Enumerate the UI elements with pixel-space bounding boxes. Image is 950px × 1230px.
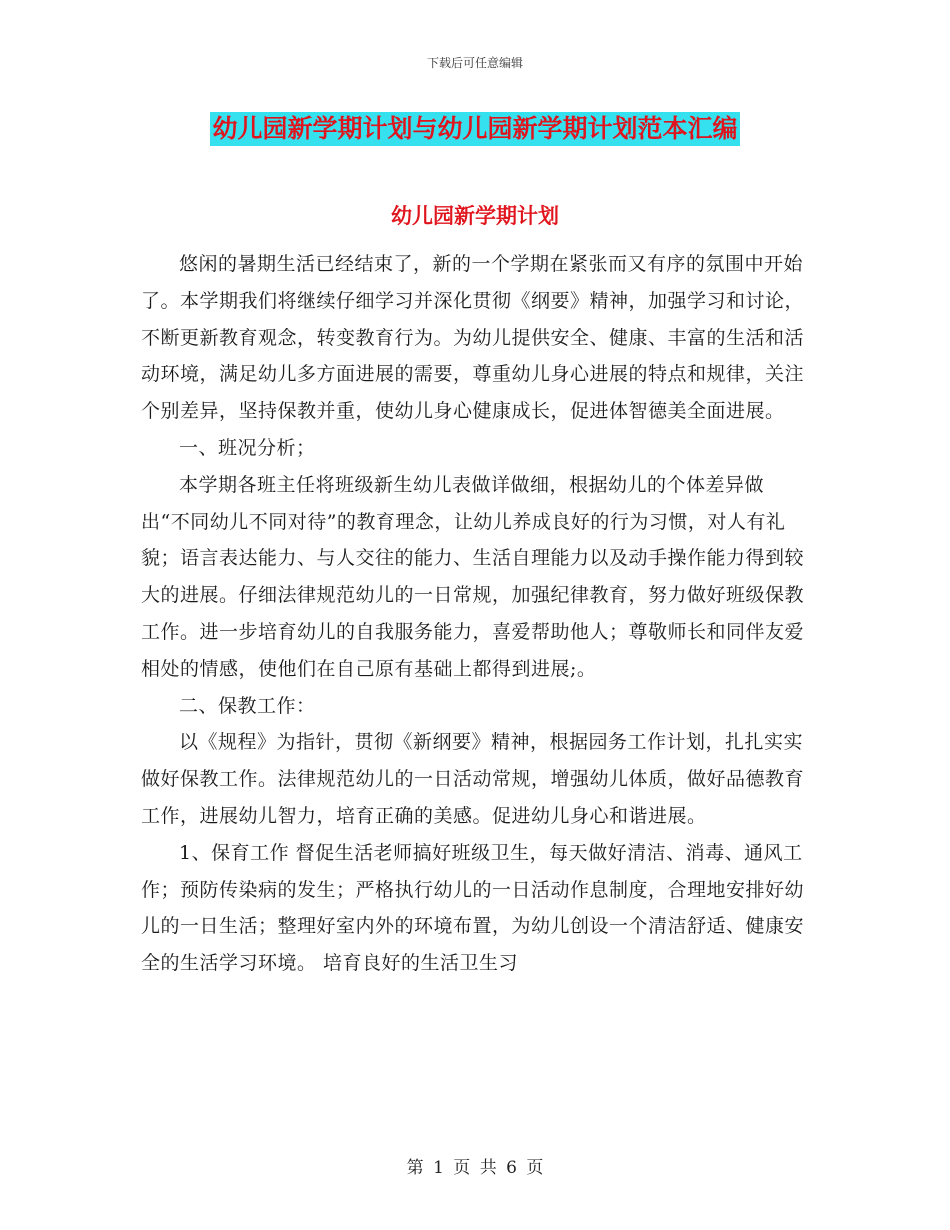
paragraph-class-analysis: 本学期各班主任将班级新生幼儿表做详做细，根据幼儿的个体差异做出“不同幼儿不同对待”的教育理念，让幼儿养成良好的行为习惯，对人有礼貌；语言表达能力、与人交往的能力、生活自理能力以及动手操作能力得到较大的进展。仔细法律规范幼儿的一日常规，加强纪律教育，努力做好班级保教工作。进一步培育幼儿的自我服务能力，喜爱帮助他人；尊敬师长和同伴友爱相处的情感，使他们在自己原有基础上都得到进展;。 bbox=[141, 473, 805, 680]
header-note: 下载后可任意编辑 bbox=[426, 56, 523, 70]
paragraph-nursing-work: 1、保育工作 督促生活老师搞好班级卫生，每天做好清洁、消毒、通风工作；预防传染病的发生；严格执行幼儿的一日活动作息制度，合理地安排好幼儿的一日生活；整理好室内外的环境布置，为幼儿创设一个清洁舒适、健康安全的生活学习环境。 培育良好的生活卫生习 bbox=[141, 841, 805, 975]
paragraph-intro: 悠闲的暑期生活已经结束了，新的一个学期在紧张而又有序的氛围中开始了。本学期我们将继续仔细学习并深化贯彻《纲要》精神，加强学习和讨论，不断更新教育观念，转变教育行为。为幼儿提供安全、健康、丰富的生活和活动环境，满足幼儿多方面进展的需要，尊重幼儿身心进展的特点和规律，关注个别差异，坚持保教并重，使幼儿身心健康成长，促进体智德美全面进展。 bbox=[141, 253, 805, 423]
doc-title-container bbox=[0, 112, 950, 146]
heading-class-analysis: 一、班况分析； bbox=[179, 436, 316, 459]
page-footer: 第 1 页 共 6 页 bbox=[406, 1158, 544, 1178]
paragraph-care-education: 以《规程》为指针，贯彻《新纲要》精神，根据园务工作计划，扎扎实实做好保教工作。法律规范幼儿的一日活动常规，增强幼儿体质，做好品德教育工作，进展幼儿智力，培育正确的美感。促进幼儿身心和谐进展。 bbox=[141, 731, 805, 827]
section-title: 幼儿园新学期计划 bbox=[391, 204, 559, 228]
heading-care-education: 二、保教工作： bbox=[179, 694, 316, 717]
body-text bbox=[141, 246, 809, 982]
doc-title: 幼儿园新学期计划与幼儿园新学期计划范本汇编 bbox=[210, 112, 739, 146]
